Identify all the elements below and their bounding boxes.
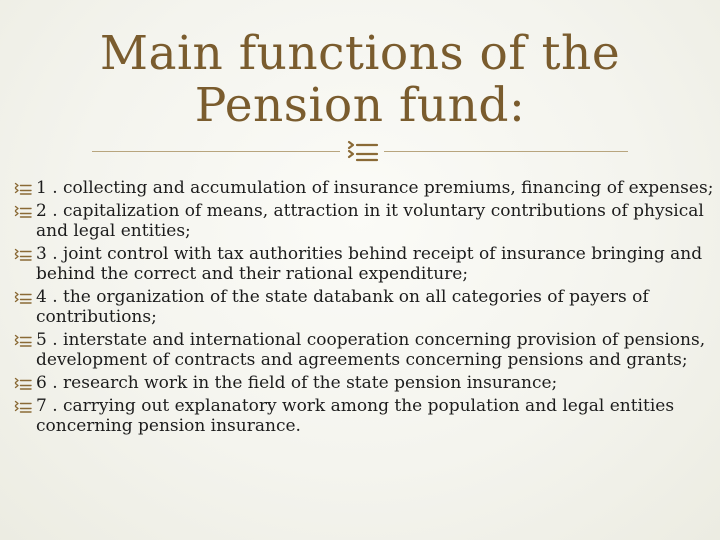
- list-icon: [14, 182, 32, 195]
- list-item-text: 5 . interstate and international cooperation concerning provision of pensions, development of contracts and agreements concerning pensions and grants;: [36, 330, 706, 370]
- list-item-text: 2 . capitalization of means, attraction in it voluntary contributions of physical and legal entities;: [36, 201, 704, 241]
- list-item-text: 4 . the organization of the state databank on all categories of payers of contributions;: [36, 287, 649, 327]
- list-item-text: 6 . research work in the field of the state pension insurance;: [36, 373, 558, 393]
- list-icon: [14, 248, 32, 261]
- list-item: [14, 178, 714, 198]
- list-icon: [14, 377, 32, 390]
- list-icon: [14, 291, 32, 304]
- title-divider-right: [384, 151, 628, 152]
- list-item: [14, 396, 714, 436]
- list-item: [14, 287, 714, 327]
- list-item: [14, 244, 714, 284]
- list-item: [14, 201, 714, 241]
- slide-title-line-2: Pension fund:: [194, 78, 526, 133]
- list-item: [14, 373, 714, 393]
- list-item-text: 3 . joint control with tax authorities behind receipt of insurance bringing and behind the correct and their rational expenditure;: [36, 244, 703, 284]
- list-item-text: 1 . collecting and accumulation of insurance premiums, financing of expenses;: [36, 178, 714, 198]
- list-item: [14, 330, 714, 370]
- list-icon: [14, 205, 32, 218]
- list-item-text: 7 . carrying out explanatory work among the population and legal entities concerning pension insurance.: [36, 396, 675, 436]
- list-icon: [14, 334, 32, 347]
- slide-title-line-1: Main functions of the: [99, 26, 621, 81]
- slide-title: [60, 28, 660, 132]
- functions-list: [14, 178, 714, 439]
- list-icon: [346, 137, 380, 163]
- list-icon: [14, 400, 32, 413]
- title-divider-left: [92, 151, 340, 152]
